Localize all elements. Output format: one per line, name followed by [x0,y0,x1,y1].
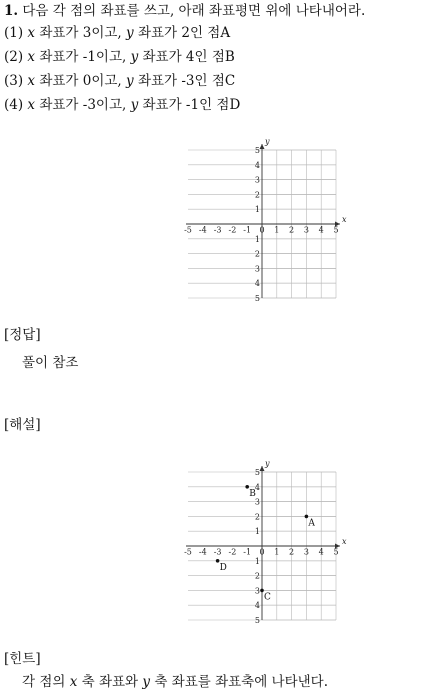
y-tick-label: 2 [254,190,260,200]
problem-item [4,96,240,114]
item-prefix: (2) [4,49,28,65]
x-tick-label: 4 [318,225,324,235]
y-tick-label: 1 [254,234,260,244]
x-tick-label: -3 [213,225,222,235]
hint-middle: 축 좌표와 [77,674,143,690]
y-variable: y [142,674,151,690]
y-tick-label: 3 [254,175,260,185]
y-axis-label: y [265,137,270,146]
x-tick-label: 5 [333,225,339,235]
y-tick-label: 4 [254,279,260,289]
point-label-B: B [249,488,256,499]
x-tick-label: -5 [184,225,192,235]
problem-item [4,72,235,90]
hint-header: [힌트] [4,651,41,667]
y-tick-label: 2 [254,249,260,259]
x-variable: x [69,674,78,690]
point-label-A: A [308,518,315,529]
item-middle: 좌표가 0이고, [35,73,127,89]
x-tick-label: -4 [198,547,207,557]
x-variable: x [27,49,36,65]
item-suffix: 좌표가 -3인 점C [133,73,236,89]
x-tick-label: 1 [274,225,280,235]
x-tick-label: -2 [228,225,237,235]
item-middle: 좌표가 -3이고, [35,97,131,113]
point-label-C: C [264,592,271,603]
x-tick-label: -1 [243,547,252,557]
problem-statement [4,2,365,20]
x-variable: x [27,73,36,89]
problem-number: 1. [4,3,19,19]
y-tick-label: 3 [254,497,260,507]
answer-header: [정답] [4,327,41,343]
y-variable: y [130,49,139,65]
x-axis-label: x [342,215,347,224]
y-tick-label: 1 [254,205,260,215]
x-tick-label: -1 [243,225,252,235]
blank-coordinate-plane [180,130,350,303]
problem-item [4,24,230,42]
y-variable: y [130,97,139,113]
y-tick-label: 2 [254,571,260,581]
x-tick-label: 4 [318,547,324,557]
item-suffix: 좌표가 2인 점A [133,25,231,41]
item-prefix: (1) [4,25,28,41]
solution-coordinate-plane [180,452,350,625]
y-axis-arrow [260,466,265,471]
x-tick-label: -5 [184,547,192,557]
solution-header: [해설] [4,417,41,433]
y-tick-label: 5 [254,146,260,155]
item-middle: 좌표가 -1이고, [35,49,131,65]
x-tick-label: 2 [289,225,295,235]
item-suffix: 좌표가 4인 점B [138,49,235,65]
hint-text [22,673,328,691]
x-tick-label: -4 [198,225,207,235]
x-tick-label: 5 [333,547,339,557]
item-prefix: (4) [4,97,28,113]
y-tick-label: 5 [254,468,260,477]
y-tick-label: 1 [254,527,260,537]
y-axis-label: y [265,459,270,468]
y-tick-label: 3 [254,264,260,274]
y-tick-label: 1 [254,556,260,566]
x-variable: x [27,97,36,113]
y-tick-label: 5 [254,294,260,303]
x-tick-label: 1 [274,547,280,557]
problem-text: 다음 각 점의 좌표를 쓰고, 아래 좌표평면 위에 나타내어라. [22,3,366,19]
problem-item [4,48,235,66]
y-variable: y [126,73,134,89]
x-tick-label: 3 [303,225,309,235]
item-prefix: (3) [4,73,28,89]
x-tick-label: 0 [259,225,265,235]
x-tick-label: 3 [303,547,309,557]
y-tick-label: 5 [254,616,260,625]
y-variable: y [126,25,134,41]
y-tick-label: 4 [254,482,260,492]
y-axis-arrow [260,144,265,149]
y-tick-label: 2 [254,512,260,522]
y-tick-label: 4 [254,601,260,611]
x-tick-label: -2 [228,547,237,557]
y-tick-label: 3 [254,586,260,596]
x-tick-label: -3 [213,547,222,557]
answer-text: 풀이 참조 [22,355,79,371]
x-tick-label: 0 [259,547,265,557]
y-tick-label: 4 [254,160,260,170]
x-axis-label: x [342,537,347,546]
item-middle: 좌표가 3이고, [35,25,127,41]
item-suffix: 좌표가 -1인 점D [138,97,241,113]
x-tick-label: 2 [289,547,295,557]
x-variable: x [27,25,36,41]
point-label-D: D [219,562,227,573]
hint-suffix: 축 좌표를 좌표축에 나타낸다. [150,674,328,690]
hint-prefix: 각 점의 [22,674,70,690]
